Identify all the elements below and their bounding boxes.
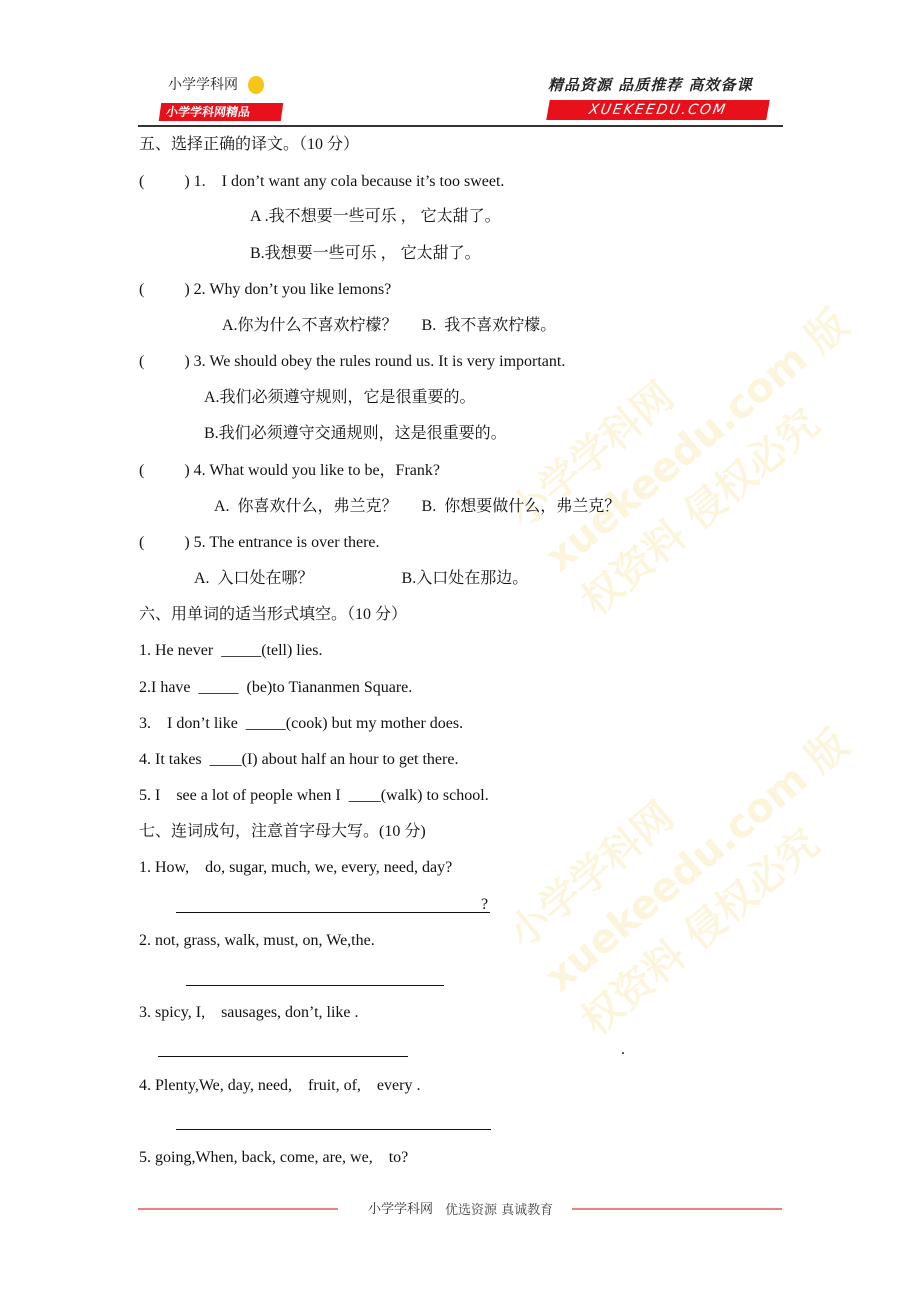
options: A.你为什么不喜欢柠檬？ B. 我不喜欢柠檬。 xyxy=(222,317,557,334)
section-title: 七、连词成句，注意首字母大写。(10 分) xyxy=(139,823,426,840)
option-a: A.我们必须遵守规则，它是很重要的。 xyxy=(204,389,476,406)
logo-badge: 小学学科网精品 xyxy=(159,103,284,121)
fill-item: 1. He never _____(tell) lies. xyxy=(139,642,323,659)
section-title: 六、用单词的适当形式填空。（10 分） xyxy=(139,606,408,623)
footer-slogan: 优选资源 真诚教育 xyxy=(445,1203,554,1218)
fill-item: 3. I don’t like _____(cook) but my mother does. xyxy=(139,715,464,732)
fill-item: 4. It takes ____(I) about half an hour to get there. xyxy=(139,751,459,768)
fill-item: 5. I see a lot of people when I ____(walk) to school. xyxy=(139,787,489,804)
answer-line xyxy=(186,985,444,986)
answer-line xyxy=(176,912,490,913)
answer-line xyxy=(158,1056,408,1057)
site-banner: XUEKEEDU.COM xyxy=(546,100,770,120)
logo-text: 小学学科网 xyxy=(168,77,238,93)
question: ( ) 1. I don’t want any cola because it’s too sweet. xyxy=(139,173,505,190)
footer-divider xyxy=(572,1208,782,1210)
end-mark: . xyxy=(621,1041,625,1058)
option-b: B.我们必须遵守交通规则，这是很重要的。 xyxy=(204,425,507,442)
options: A. 你喜欢什么，弗兰克？ B. 你想要做什么，弗兰克？ xyxy=(214,498,621,515)
question: ( ) 3. We should obey the rules round us. It is very important. xyxy=(139,353,566,370)
footer-logo: 小学学科网 xyxy=(368,1202,434,1217)
sentence-item: 5. going,When, back, come, are, we, to? xyxy=(139,1149,409,1166)
option-a: A .我不想要一些可乐 ， 它太甜了。 xyxy=(250,208,501,225)
option-b: B.我想要一些可乐 ， 它太甜了。 xyxy=(250,245,481,262)
header-slogan: 精品资源 品质推荐 高效备课 xyxy=(548,76,753,94)
sentence-item: 2. not, grass, walk, must, on, We,the. xyxy=(139,932,375,949)
options: A. 入口处在哪？ B.入口处在那边。 xyxy=(194,570,529,587)
footer-divider xyxy=(138,1208,338,1210)
section-title: 五、选择正确的译文。（10 分） xyxy=(139,136,360,153)
mascot-icon xyxy=(248,76,264,94)
answer-line xyxy=(176,1129,491,1130)
sentence-item: 1. How, do, sugar, much, we, every, need, day? xyxy=(139,859,453,876)
question: ( ) 5. The entrance is over there. xyxy=(139,534,380,551)
end-mark: ? xyxy=(481,896,489,913)
question: ( ) 2. Why don’t you like lemons? xyxy=(139,281,392,298)
watermark: 小学学科网 xuekeedu.com 版权资料 侵权必究 xyxy=(499,721,858,1045)
sentence-item: 4. Plenty,We, day, need, fruit, of, every . xyxy=(139,1077,421,1094)
watermark: 小学学科网 xuekeedu.com 版权资料 侵权必究 xyxy=(499,301,858,625)
fill-item: 2.I have _____ (be)to Tiananmen Square. xyxy=(139,679,413,696)
question: ( ) 4. What would you like to be，Frank? xyxy=(139,462,440,479)
header-divider xyxy=(138,125,783,127)
sentence-item: 3. spicy, I, sausages, don’t, like . xyxy=(139,1004,359,1021)
